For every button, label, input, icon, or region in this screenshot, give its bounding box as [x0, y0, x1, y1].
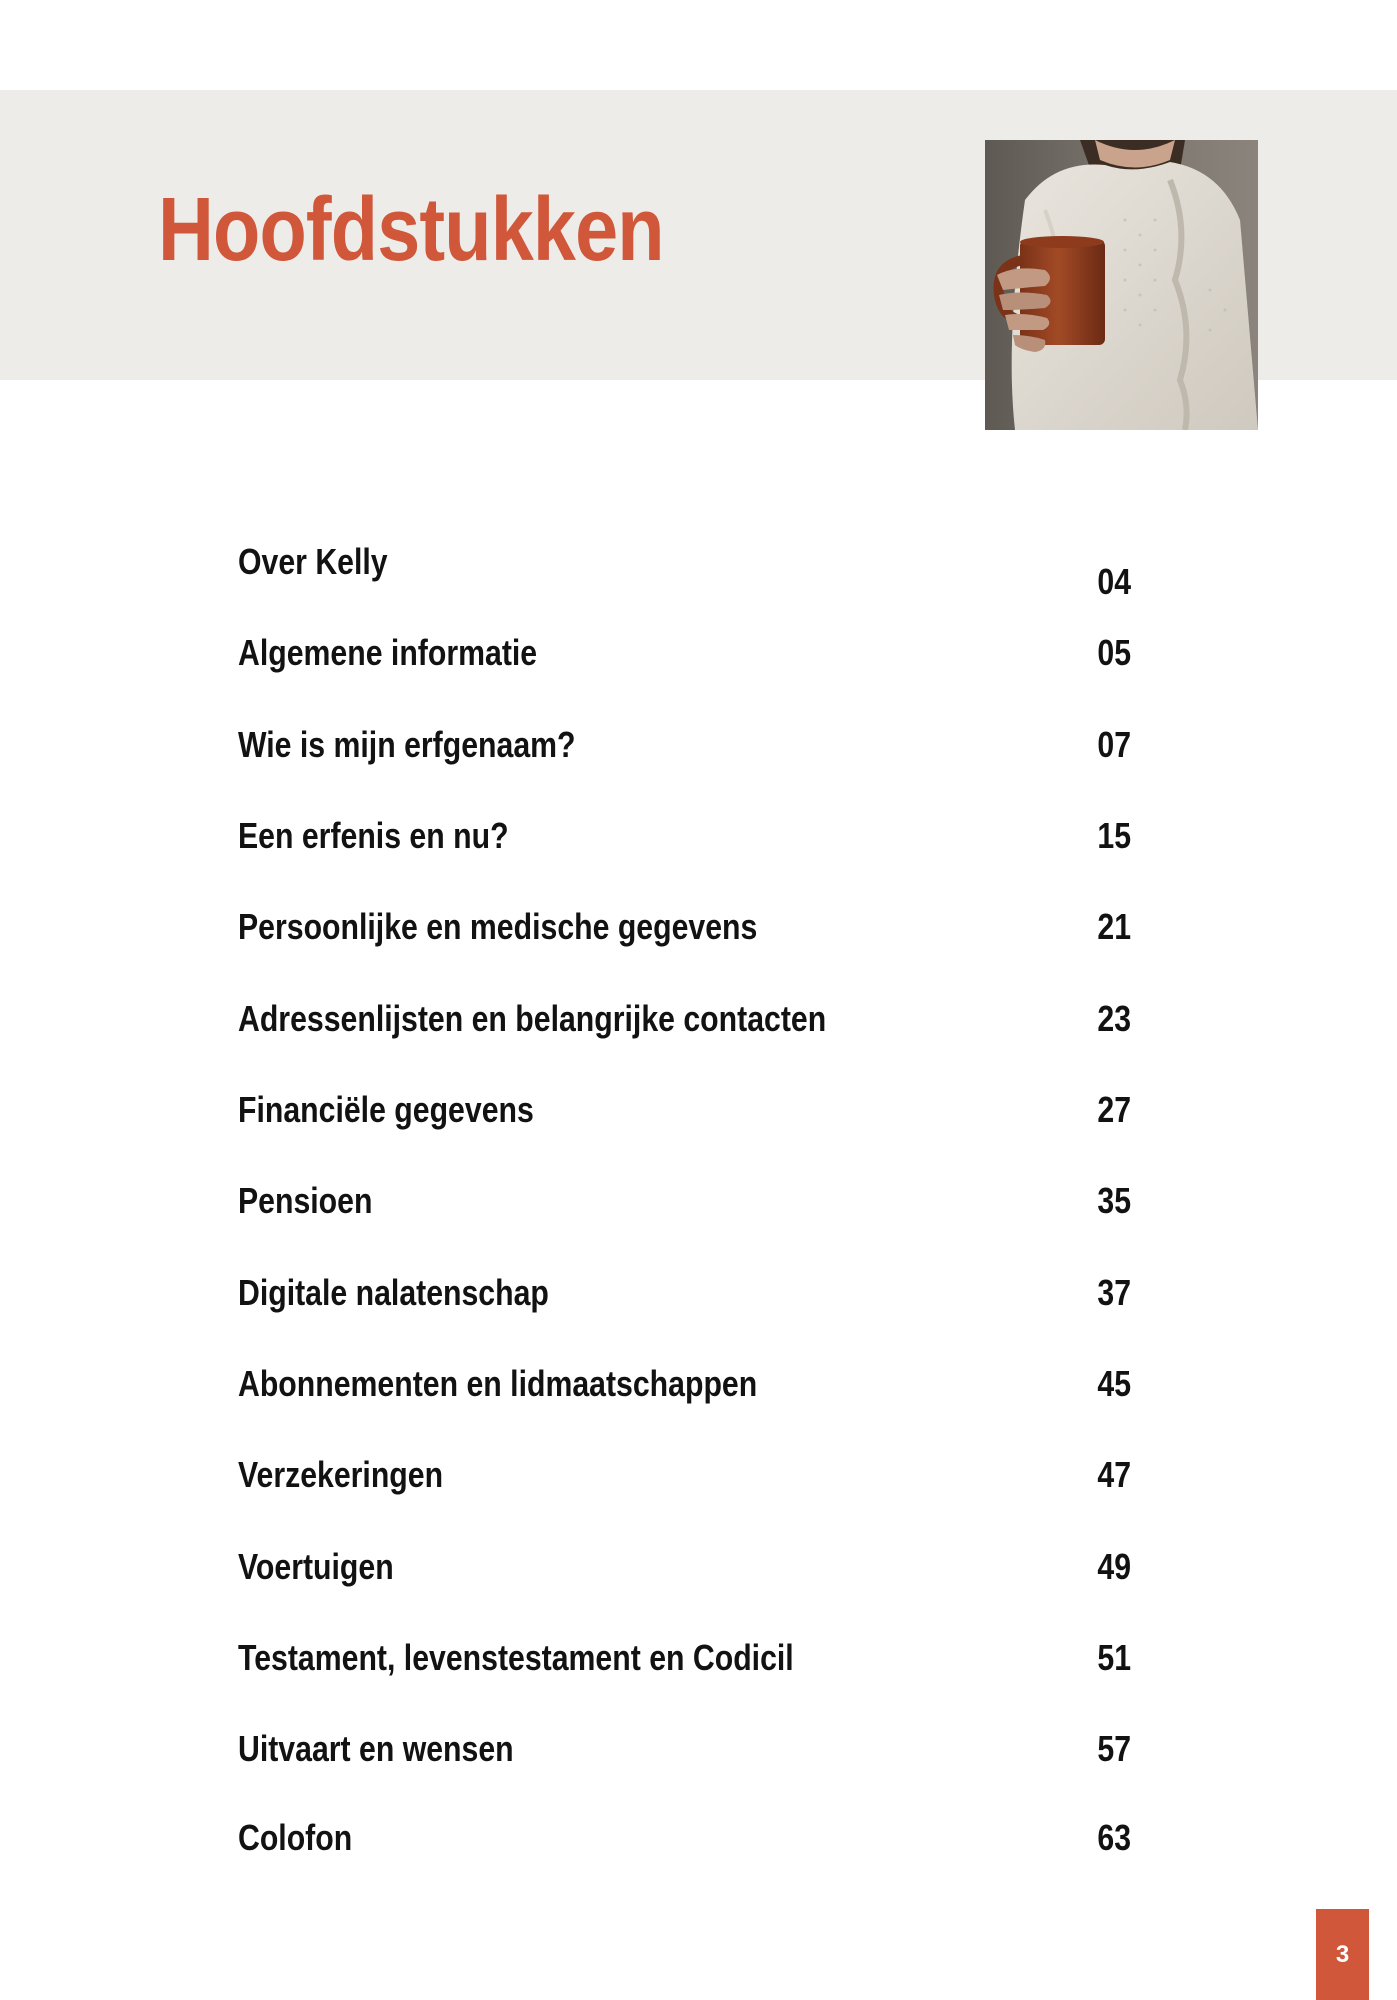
toc-item-page: 35	[1097, 1180, 1131, 1221]
toc-item-label: Financiële gegevens	[238, 1089, 534, 1130]
toc-item-page: 23	[1097, 998, 1131, 1039]
toc-item-wie-is-mijn-erfgenaam[interactable]	[238, 715, 1131, 775]
page-number-badge: 3	[1316, 1909, 1369, 2000]
toc-item-digitale-nalatenschap[interactable]	[238, 1263, 1131, 1323]
toc-item-page: 51	[1097, 1637, 1131, 1678]
toc-item-persoonlijke-en-medische-gegevens[interactable]	[238, 897, 1131, 957]
toc-item-page: 63	[1097, 1817, 1131, 1858]
toc-item-abonnementen[interactable]	[238, 1354, 1131, 1414]
toc-item-adressenlijsten[interactable]	[238, 989, 1131, 1049]
toc-item-label: Digitale nalatenschap	[238, 1272, 549, 1313]
toc-item-label: Over Kelly	[238, 541, 388, 582]
toc-item-over-kelly[interactable]	[238, 532, 1131, 602]
toc-item-page: 27	[1097, 1089, 1131, 1130]
toc-item-algemene-informatie[interactable]	[238, 623, 1131, 683]
toc-item-testament[interactable]	[238, 1628, 1131, 1688]
toc-item-pensioen[interactable]	[238, 1171, 1131, 1231]
toc-item-label: Testament, levenstestament en Codicil	[238, 1637, 794, 1678]
toc-item-page: 47	[1097, 1454, 1131, 1495]
toc-item-label: Persoonlijke en medische gegevens	[238, 906, 758, 947]
toc-item-label: Colofon	[238, 1817, 353, 1858]
toc-item-page: 21	[1097, 906, 1131, 947]
toc-item-label: Verzekeringen	[238, 1454, 444, 1495]
toc-item-label: Adressenlijsten en belangrijke contacten	[238, 998, 827, 1039]
toc-item-label: Wie is mijn erfgenaam?	[238, 724, 576, 765]
toc-item-label: Abonnementen en lidmaatschappen	[238, 1363, 758, 1404]
toc-item-page: 04	[1097, 561, 1131, 602]
toc-item-page: 37	[1097, 1272, 1131, 1313]
toc-item-label: Pensioen	[238, 1180, 373, 1221]
toc-item-een-erfenis-en-nu[interactable]	[238, 806, 1131, 866]
toc-item-page: 05	[1097, 632, 1131, 673]
toc-item-page: 49	[1097, 1546, 1131, 1587]
page-title: Hoofdstukken	[158, 180, 664, 280]
toc-item-label: Algemene informatie	[238, 632, 538, 673]
toc-item-label: Voertuigen	[238, 1546, 394, 1587]
toc-item-page: 15	[1097, 815, 1131, 856]
toc-item-label: Uitvaart en wensen	[238, 1728, 514, 1769]
toc-item-page: 45	[1097, 1363, 1131, 1404]
toc-item-uitvaart-en-wensen[interactable]	[238, 1719, 1131, 1779]
toc-item-financiele-gegevens[interactable]	[238, 1080, 1131, 1140]
toc-item-voertuigen[interactable]	[238, 1537, 1131, 1597]
toc-item-verzekeringen[interactable]	[238, 1445, 1131, 1505]
toc-item-page: 07	[1097, 724, 1131, 765]
toc-item-colofon[interactable]	[238, 1808, 1131, 1868]
toc-item-page: 57	[1097, 1728, 1131, 1769]
toc-item-label: Een erfenis en nu?	[238, 815, 509, 856]
